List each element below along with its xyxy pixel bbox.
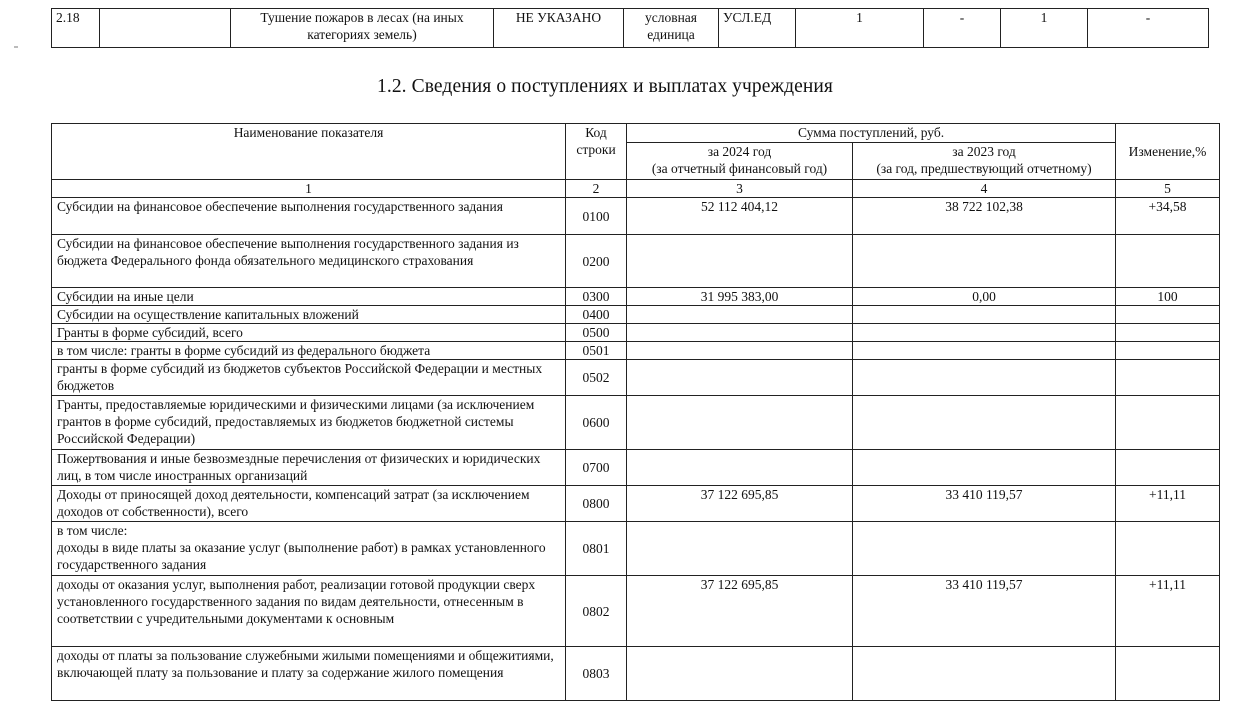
change-percent bbox=[1116, 450, 1220, 486]
amount-2023: 38 722 102,38 bbox=[853, 198, 1116, 235]
value-cell-3: 1 bbox=[1001, 9, 1088, 48]
line-code: 0500 bbox=[566, 324, 627, 342]
line-code: 0200 bbox=[566, 235, 627, 288]
change-percent bbox=[1116, 306, 1220, 324]
table-row bbox=[52, 360, 1220, 396]
indicator-name: доходы от платы за пользование служебными жилыми помещениями и общежитиями, включающей плату за пользование и плату за содержание жилого помещения bbox=[52, 647, 566, 701]
indicator-name: в том числе: гранты в форме субсидий из федерального бюджета bbox=[52, 342, 566, 360]
indicator-name: Субсидии на иные цели bbox=[52, 288, 566, 306]
change-percent bbox=[1116, 647, 1220, 701]
indicator-name: в том числе: доходы в виде платы за оказание услуг (выполнение работ) в рамках установленного государственного задания bbox=[52, 522, 566, 576]
table-row bbox=[52, 198, 1220, 235]
line-code: 0502 bbox=[566, 360, 627, 396]
line-code: 0803 bbox=[566, 647, 627, 701]
amount-2023: 0,00 bbox=[853, 288, 1116, 306]
header-year-2024-title: за 2024 год bbox=[707, 144, 772, 159]
line-code: 0501 bbox=[566, 342, 627, 360]
amount-2023 bbox=[853, 306, 1116, 324]
change-percent bbox=[1116, 360, 1220, 396]
indicator-name: Субсидии на финансовое обеспечение выполнения государственного задания bbox=[52, 198, 566, 235]
value-cell-4: - bbox=[1088, 9, 1209, 48]
indicator-name: гранты в форме субсидий из бюджетов субъектов Российской Федерации и местных бюджетов bbox=[52, 360, 566, 396]
amount-2024: 52 112 404,12 bbox=[627, 198, 853, 235]
header-year-2023-note: (за год, предшествующий отчетному) bbox=[876, 161, 1092, 176]
header-change-percent: Изменение,% bbox=[1116, 124, 1220, 180]
indicator-name: доходы от оказания услуг, выполнения работ, реализации готовой продукции сверх установленного государственного задания по видам деятельности, отнесенным в соответствии с учредительными документами к основным bbox=[52, 576, 566, 647]
table-row bbox=[52, 396, 1220, 450]
column-number: 4 bbox=[853, 180, 1116, 198]
amount-2023 bbox=[853, 324, 1116, 342]
line-code: 0700 bbox=[566, 450, 627, 486]
column-number: 5 bbox=[1116, 180, 1220, 198]
table-row bbox=[52, 306, 1220, 324]
change-percent: +11,11 bbox=[1116, 576, 1220, 647]
change-percent bbox=[1116, 324, 1220, 342]
previous-table-row bbox=[51, 8, 1209, 48]
change-percent: +34,58 bbox=[1116, 198, 1220, 235]
amount-2024 bbox=[627, 450, 853, 486]
unit-cell: условная единица bbox=[624, 9, 719, 48]
amount-2024 bbox=[627, 647, 853, 701]
header-year-2023-title: за 2023 год bbox=[952, 144, 1016, 159]
column-number: 2 bbox=[566, 180, 627, 198]
amount-2023 bbox=[853, 360, 1116, 396]
change-percent bbox=[1116, 235, 1220, 288]
scan-speck bbox=[14, 46, 18, 48]
header-line-code: Код строки bbox=[566, 124, 627, 180]
line-code: 0600 bbox=[566, 396, 627, 450]
header-receipts-sum: Сумма поступлений, руб. bbox=[627, 124, 1116, 143]
amount-2024 bbox=[627, 360, 853, 396]
amount-2023: 33 410 119,57 bbox=[853, 576, 1116, 647]
line-code: 0300 bbox=[566, 288, 627, 306]
line-code: 0100 bbox=[566, 198, 627, 235]
amount-2024 bbox=[627, 396, 853, 450]
header-year-2024-note: (за отчетный финансовый год) bbox=[651, 161, 828, 176]
indicator-name: Субсидии на осуществление капитальных вложений bbox=[52, 306, 566, 324]
section-title: 1.2. Сведения о поступлениях и выплатах учреждения bbox=[377, 76, 833, 97]
amount-2023 bbox=[853, 396, 1116, 450]
amount-2024 bbox=[627, 342, 853, 360]
amount-2024: 37 122 695,85 bbox=[627, 486, 853, 522]
indicator-name: Пожертвования и иные безвозмездные перечисления от физических и юридических лиц, в том числе иностранных организаций bbox=[52, 450, 566, 486]
receipts-table bbox=[51, 123, 1220, 701]
change-percent bbox=[1116, 396, 1220, 450]
change-percent bbox=[1116, 342, 1220, 360]
column-number: 3 bbox=[627, 180, 853, 198]
table-row bbox=[52, 235, 1220, 288]
amount-2024: 37 122 695,85 bbox=[627, 576, 853, 647]
table-row bbox=[52, 576, 1220, 647]
header-year-2023 bbox=[853, 143, 1116, 180]
amount-2023 bbox=[853, 342, 1116, 360]
amount-2024 bbox=[627, 306, 853, 324]
service-name: Тушение пожаров в лесах (на иных категориях земель) bbox=[231, 9, 494, 48]
table-row bbox=[52, 342, 1220, 360]
line-code: 0800 bbox=[566, 486, 627, 522]
change-percent: 100 bbox=[1116, 288, 1220, 306]
line-code: 0400 bbox=[566, 306, 627, 324]
amount-2023 bbox=[853, 235, 1116, 288]
unit-code-cell: УСЛ.ЕД bbox=[719, 9, 796, 48]
line-code: 0801 bbox=[566, 522, 627, 576]
amount-2024 bbox=[627, 235, 853, 288]
line-code: 0802 bbox=[566, 576, 627, 647]
indicator-name: Субсидии на финансовое обеспечение выполнения государственного задания из бюджета Федерального фонда обязательного медицинского страхования bbox=[52, 235, 566, 288]
header-indicator-name: Наименование показателя bbox=[52, 124, 566, 180]
indicator-name: Доходы от приносящей доход деятельности, компенсаций затрат (за исключением доходов от собственности), всего bbox=[52, 486, 566, 522]
table-row bbox=[52, 324, 1220, 342]
value-cell-1: 1 bbox=[796, 9, 924, 48]
change-percent bbox=[1116, 522, 1220, 576]
table-row bbox=[52, 288, 1220, 306]
table-row bbox=[52, 450, 1220, 486]
table-row bbox=[52, 647, 1220, 701]
amount-2024 bbox=[627, 324, 853, 342]
amount-2024 bbox=[627, 522, 853, 576]
amount-2023 bbox=[853, 450, 1116, 486]
status-cell: НЕ УКАЗАНО bbox=[494, 9, 624, 48]
indicator-name: Гранты в форме субсидий, всего bbox=[52, 324, 566, 342]
amount-2023 bbox=[853, 647, 1116, 701]
amount-2024: 31 995 383,00 bbox=[627, 288, 853, 306]
column-number: 1 bbox=[52, 180, 566, 198]
value-cell-2: - bbox=[924, 9, 1001, 48]
amount-2023 bbox=[853, 522, 1116, 576]
row-number: 2.18 bbox=[52, 9, 100, 48]
header-year-2024 bbox=[627, 143, 853, 180]
blank-cell bbox=[100, 9, 231, 48]
indicator-name: Гранты, предоставляемые юридическими и физическими лицами (за исключением грантов в форме субсидий, предоставляемых из бюджетов бюджетной системы Российской Федерации) bbox=[52, 396, 566, 450]
table-row bbox=[52, 486, 1220, 522]
table-row bbox=[52, 522, 1220, 576]
amount-2023: 33 410 119,57 bbox=[853, 486, 1116, 522]
change-percent: +11,11 bbox=[1116, 486, 1220, 522]
